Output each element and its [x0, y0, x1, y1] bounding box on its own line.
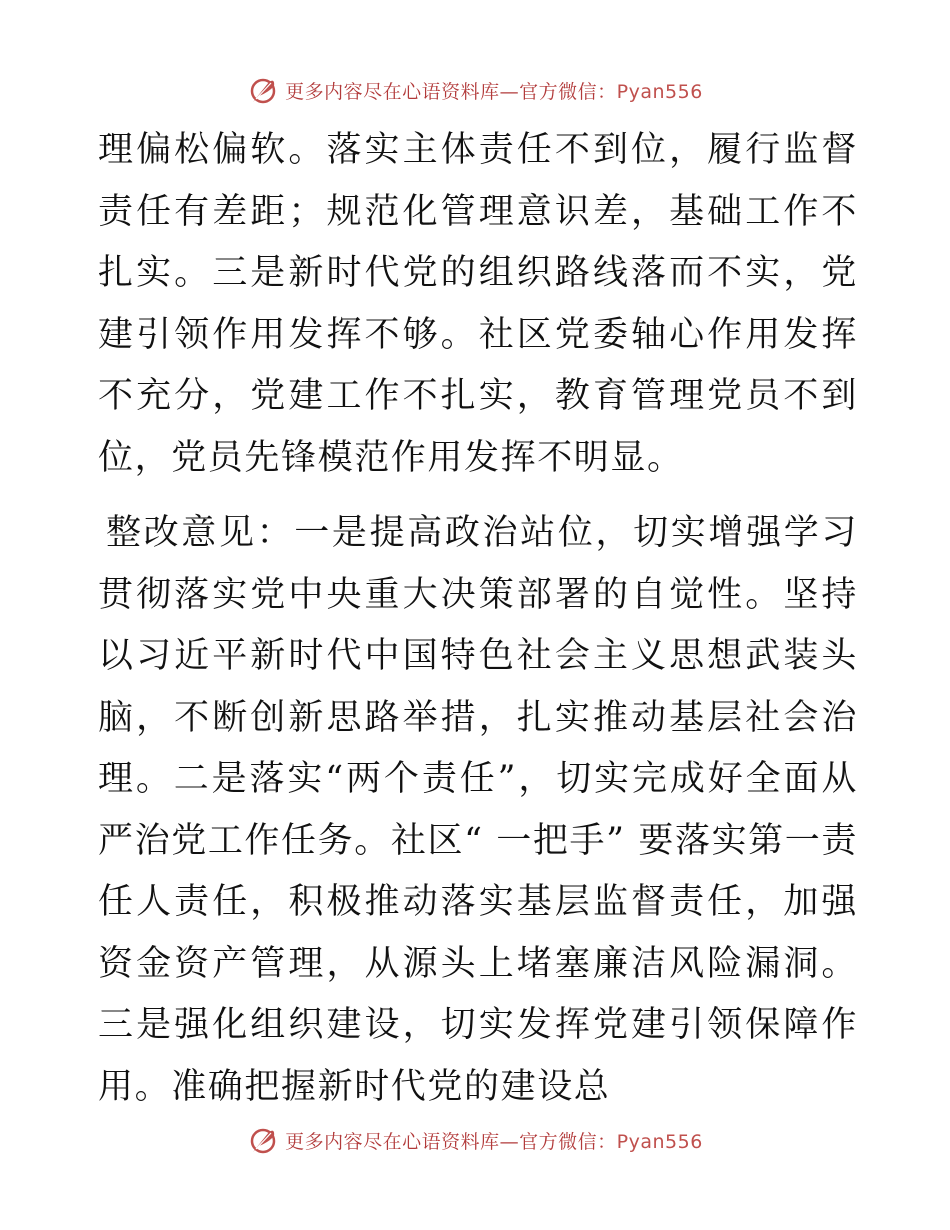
feather-logo-icon — [247, 1124, 279, 1156]
watermark-id: Pyan556 — [616, 1130, 703, 1153]
paragraph: 整改意见：一是提高政治站位，切实增强学习贯彻落实党中央重大决策部署的自觉性。坚持以习近平新时代中国特色社会主义思想武装头脑，不断创新思路举措，扎实推动基层社会治理。二是落实“两个责任”，切实完成好全面从严治党工作任务。社区“ 一把手” 要落实第一责任人责任，积极推动落实基层监督责任，加强资金资产管理，从源头上堵塞廉洁风险漏洞。三是强化组织建设，切实发挥党建引领保障作用。准确把握新时代党的建设总 — [98, 513, 858, 1107]
footer-watermark — [0, 1122, 950, 1158]
feather-logo-icon — [247, 74, 279, 106]
paragraph: 理偏松偏软。落实主体责任不到位，履行监督责任有差距；规范化管理意识差，基础工作不扎实。三是新时代党的组织路线落而不实，党建引领作用发挥不够。社区党委轴心作用发挥不充分，党建工作不扎实，教育管理党员不到位，党员先锋模范作用发挥不明显。 — [98, 130, 858, 478]
watermark-id: Pyan556 — [616, 80, 703, 103]
watermark-text: 更多内容尽在心语资料库—官方微信：Pyan556 — [285, 80, 703, 103]
header-watermark — [0, 72, 950, 108]
document-body — [98, 120, 858, 1118]
watermark-text: 更多内容尽在心语资料库—官方微信：Pyan556 — [285, 1130, 703, 1153]
